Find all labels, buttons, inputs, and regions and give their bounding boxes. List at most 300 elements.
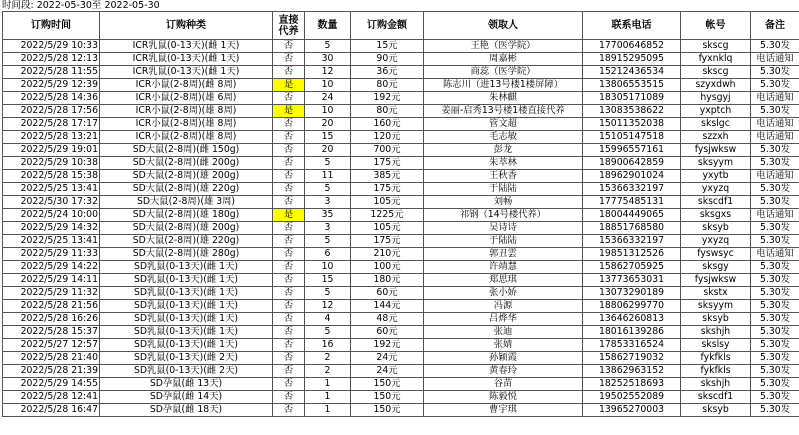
cell-account: sksyym xyxy=(681,300,751,313)
cell-remark: 电话通知 xyxy=(751,53,799,66)
cell-recipient: 王艳（医学院） xyxy=(424,40,583,53)
cell-order-type: SD乳鼠(0-13天)(雌 1天) xyxy=(100,313,273,326)
cell-order-type: SD大鼠(2-8周)(雄 180g) xyxy=(100,209,273,222)
header-recipient: 领取人 xyxy=(424,12,583,40)
cell-amount: 175元 xyxy=(351,235,424,248)
cell-direct-care: 否 xyxy=(273,157,305,170)
cell-direct-care: 否 xyxy=(273,196,305,209)
cell-order-time: 2022/5/30 17:32 xyxy=(3,196,100,209)
cell-account: skscg xyxy=(681,40,751,53)
table-row xyxy=(3,313,799,326)
cell-order-time: 2022/5/28 16:47 xyxy=(3,404,100,417)
cell-amount: 150元 xyxy=(351,378,424,391)
cell-phone: 18252518693 xyxy=(583,378,681,391)
cell-order-time: 2022/5/29 14:32 xyxy=(3,222,100,235)
cell-phone: 18962901024 xyxy=(583,170,681,183)
table-row xyxy=(3,326,799,339)
cell-phone: 13965270003 xyxy=(583,404,681,417)
cell-order-time: 2022/5/28 21:56 xyxy=(3,300,100,313)
header-direct-care: 直接代养 xyxy=(273,12,305,40)
cell-order-type: SD乳鼠(0-13天)(雌 2天) xyxy=(100,352,273,365)
table-row xyxy=(3,287,799,300)
cell-recipient: 吕烨华 xyxy=(424,313,583,326)
cell-quantity: 15 xyxy=(305,274,351,287)
cell-account: fysjwksw xyxy=(681,274,751,287)
cell-phone: 13646260813 xyxy=(583,313,681,326)
cell-direct-care: 否 xyxy=(273,144,305,157)
cell-order-time: 2022/5/28 16:26 xyxy=(3,313,100,326)
cell-phone: 15366332197 xyxy=(583,235,681,248)
cell-account: hysgyj xyxy=(681,92,751,105)
table-body xyxy=(3,40,799,417)
cell-order-time: 2022/5/28 21:40 xyxy=(3,352,100,365)
cell-account: skscdf1 xyxy=(681,391,751,404)
cell-direct-care: 否 xyxy=(273,378,305,391)
table-row xyxy=(3,131,799,144)
cell-recipient: 曹宇琪 xyxy=(424,404,583,417)
cell-phone: 15996557161 xyxy=(583,144,681,157)
cell-amount: 105元 xyxy=(351,222,424,235)
cell-quantity: 24 xyxy=(305,92,351,105)
cell-recipient: 郭丑雲 xyxy=(424,248,583,261)
cell-amount: 150元 xyxy=(351,391,424,404)
cell-quantity: 5 xyxy=(305,235,351,248)
cell-order-type: SD大鼠(2-8周)(雄 220g) xyxy=(100,183,273,196)
cell-order-type: SD孕鼠(雌 13天) xyxy=(100,378,273,391)
cell-quantity: 30 xyxy=(305,53,351,66)
cell-recipient: 于陆陆 xyxy=(424,235,583,248)
cell-phone: 17775485131 xyxy=(583,196,681,209)
cell-recipient: 彭龙 xyxy=(424,144,583,157)
cell-quantity: 4 xyxy=(305,313,351,326)
cell-amount: 160元 xyxy=(351,118,424,131)
cell-recipient: 朱萃林 xyxy=(424,157,583,170)
table-row xyxy=(3,222,799,235)
cell-quantity: 12 xyxy=(305,300,351,313)
cell-account: fykfkls xyxy=(681,365,751,378)
cell-account: fysjwksw xyxy=(681,144,751,157)
cell-amount: 24元 xyxy=(351,352,424,365)
cell-recipient: 许靖慧 xyxy=(424,261,583,274)
cell-order-time: 2022/5/28 21:39 xyxy=(3,365,100,378)
table-row xyxy=(3,170,799,183)
cell-account: fyxnklq xyxy=(681,53,751,66)
cell-quantity: 2 xyxy=(305,352,351,365)
cell-amount: 175元 xyxy=(351,183,424,196)
table-row xyxy=(3,92,799,105)
cell-remark: 5.30发 xyxy=(751,235,799,248)
cell-quantity: 20 xyxy=(305,118,351,131)
cell-account: sksyb xyxy=(681,313,751,326)
cell-remark: 5.30发 xyxy=(751,365,799,378)
table-row xyxy=(3,261,799,274)
cell-order-time: 2022/5/28 12:13 xyxy=(3,53,100,66)
cell-remark: 5.30发 xyxy=(751,404,799,417)
cell-quantity: 10 xyxy=(305,79,351,92)
cell-quantity: 6 xyxy=(305,248,351,261)
table-row xyxy=(3,378,799,391)
cell-direct-care: 否 xyxy=(273,66,305,79)
cell-quantity: 11 xyxy=(305,170,351,183)
cell-phone: 15366332197 xyxy=(583,183,681,196)
orders-table xyxy=(2,11,799,417)
cell-direct-care: 否 xyxy=(273,53,305,66)
cell-account: skstx xyxy=(681,287,751,300)
cell-quantity: 1 xyxy=(305,391,351,404)
cell-order-type: SD乳鼠(0-13天)(雌 1天) xyxy=(100,261,273,274)
cell-phone: 15105147518 xyxy=(583,131,681,144)
cell-phone: 17700646852 xyxy=(583,40,681,53)
table-row xyxy=(3,404,799,417)
cell-order-time: 2022/5/28 15:38 xyxy=(3,170,100,183)
cell-direct-care: 否 xyxy=(273,40,305,53)
cell-phone: 18016139286 xyxy=(583,326,681,339)
cell-remark: 5.30发 xyxy=(751,391,799,404)
cell-remark: 5.30发 xyxy=(751,40,799,53)
table-row xyxy=(3,118,799,131)
cell-recipient: 张迪 xyxy=(424,326,583,339)
cell-phone: 18806299770 xyxy=(583,300,681,313)
cell-phone: 19502552089 xyxy=(583,391,681,404)
table-row xyxy=(3,183,799,196)
cell-order-type: SD大鼠(2-8周)(雌 150g) xyxy=(100,144,273,157)
cell-recipient: 张婧 xyxy=(424,339,583,352)
cell-order-type: ICR小鼠(2-8周)(雄 8周) xyxy=(100,118,273,131)
table-row xyxy=(3,352,799,365)
cell-order-time: 2022/5/29 14:22 xyxy=(3,261,100,274)
cell-order-type: SD乳鼠(0-13天)(雌 2天) xyxy=(100,365,273,378)
table-row xyxy=(3,144,799,157)
cell-phone: 13083538622 xyxy=(583,105,681,118)
cell-remark: 5.30发 xyxy=(751,66,799,79)
cell-order-time: 2022/5/28 13:21 xyxy=(3,131,100,144)
cell-order-time: 2022/5/29 14:55 xyxy=(3,378,100,391)
cell-order-time: 2022/5/29 10:33 xyxy=(3,40,100,53)
cell-account: skshjh xyxy=(681,326,751,339)
cell-direct-care: 否 xyxy=(273,300,305,313)
cell-order-time: 2022/5/28 11:55 xyxy=(3,66,100,79)
cell-account: sksyb xyxy=(681,404,751,417)
table-row xyxy=(3,40,799,53)
cell-remark: 5.30发 xyxy=(751,79,799,92)
cell-order-type: SD孕鼠(雌 14天) xyxy=(100,391,273,404)
cell-phone: 13862963152 xyxy=(583,365,681,378)
cell-order-type: ICR乳鼠(0-13天)(雌 1天) xyxy=(100,66,273,79)
cell-order-type: ICR小鼠(2-8周)(雄 8周) xyxy=(100,131,273,144)
cell-order-time: 2022/5/27 12:57 xyxy=(3,339,100,352)
cell-quantity: 5 xyxy=(305,183,351,196)
cell-direct-care: 否 xyxy=(273,326,305,339)
cell-order-type: SD乳鼠(0-13天)(雌 1天) xyxy=(100,287,273,300)
cell-remark: 5.30发 xyxy=(751,222,799,235)
cell-amount: 80元 xyxy=(351,79,424,92)
cell-amount: 60元 xyxy=(351,326,424,339)
cell-remark: 5.30发 xyxy=(751,196,799,209)
cell-amount: 180元 xyxy=(351,274,424,287)
cell-amount: 192元 xyxy=(351,92,424,105)
cell-direct-care: 否 xyxy=(273,261,305,274)
cell-order-time: 2022/5/29 19:01 xyxy=(3,144,100,157)
cell-order-type: SD乳鼠(0-13天)(雌 1天) xyxy=(100,300,273,313)
cell-remark: 电话通知 xyxy=(751,131,799,144)
cell-recipient: 郑思琪 xyxy=(424,274,583,287)
cell-direct-care: 否 xyxy=(273,274,305,287)
cell-direct-care: 否 xyxy=(273,235,305,248)
cell-quantity: 5 xyxy=(305,157,351,170)
cell-recipient: 管文超 xyxy=(424,118,583,131)
cell-remark: 5.30发 xyxy=(751,339,799,352)
cell-order-time: 2022/5/28 12:41 xyxy=(3,391,100,404)
cell-order-time: 2022/5/29 12:39 xyxy=(3,79,100,92)
cell-account: skslgc xyxy=(681,118,751,131)
cell-direct-care: 否 xyxy=(273,352,305,365)
cell-quantity: 5 xyxy=(305,40,351,53)
cell-recipient: 于陆陆 xyxy=(424,183,583,196)
cell-quantity: 16 xyxy=(305,339,351,352)
cell-account: yxytb xyxy=(681,170,751,183)
cell-direct-care: 是 xyxy=(273,105,305,118)
cell-quantity: 1 xyxy=(305,404,351,417)
cell-account: fyswsyc xyxy=(681,248,751,261)
table-row xyxy=(3,300,799,313)
table-row xyxy=(3,391,799,404)
table-row xyxy=(3,365,799,378)
cell-recipient: 陈志川（进13号楼1楼屏障） xyxy=(424,79,583,92)
period-label: 时间段: 2022-05-30至 2022-05-30 xyxy=(2,0,160,11)
cell-order-time: 2022/5/25 13:41 xyxy=(3,183,100,196)
cell-phone: 15862719032 xyxy=(583,352,681,365)
cell-remark: 电话通知 xyxy=(751,209,799,222)
cell-account: yxyzq xyxy=(681,183,751,196)
table-row xyxy=(3,66,799,79)
cell-account: skscg xyxy=(681,66,751,79)
cell-phone: 19851312526 xyxy=(583,248,681,261)
cell-order-type: SD大鼠(2-8周)(雌 200g) xyxy=(100,157,273,170)
cell-order-type: SD孕鼠(雌 18天) xyxy=(100,404,273,417)
header-account: 帐号 xyxy=(681,12,751,40)
cell-amount: 700元 xyxy=(351,144,424,157)
cell-recipient: 祁钢（14号楼代养） xyxy=(424,209,583,222)
table-row xyxy=(3,235,799,248)
cell-recipient: 冯源 xyxy=(424,300,583,313)
cell-direct-care: 否 xyxy=(273,339,305,352)
cell-direct-care: 是 xyxy=(273,79,305,92)
header-order-time: 订购时间 xyxy=(3,12,100,40)
cell-amount: 100元 xyxy=(351,261,424,274)
cell-recipient: 孙颖霞 xyxy=(424,352,583,365)
cell-direct-care: 是 xyxy=(273,209,305,222)
cell-amount: 144元 xyxy=(351,300,424,313)
cell-direct-care: 否 xyxy=(273,404,305,417)
cell-account: yxyzq xyxy=(681,235,751,248)
cell-remark: 5.30发 xyxy=(751,144,799,157)
cell-order-time: 2022/5/24 10:00 xyxy=(3,209,100,222)
cell-order-type: SD乳鼠(0-13天)(雌 1天) xyxy=(100,274,273,287)
cell-quantity: 35 xyxy=(305,209,351,222)
table-row xyxy=(3,196,799,209)
cell-recipient: 刘畅 xyxy=(424,196,583,209)
cell-quantity: 5 xyxy=(305,326,351,339)
cell-phone: 18305171089 xyxy=(583,92,681,105)
cell-recipient: 黄春玲 xyxy=(424,365,583,378)
cell-quantity: 1 xyxy=(305,378,351,391)
cell-order-type: SD大鼠(2-8周)(雄 200g) xyxy=(100,222,273,235)
cell-quantity: 15 xyxy=(305,131,351,144)
cell-phone: 18915295095 xyxy=(583,53,681,66)
cell-order-time: 2022/5/29 11:33 xyxy=(3,248,100,261)
cell-recipient: 张小娇 xyxy=(424,287,583,300)
cell-remark: 5.30发 xyxy=(751,105,799,118)
cell-order-time: 2022/5/29 11:32 xyxy=(3,287,100,300)
table-row xyxy=(3,248,799,261)
table-header-row xyxy=(3,12,799,40)
cell-order-time: 2022/5/29 14:11 xyxy=(3,274,100,287)
header-quantity: 数量 xyxy=(305,12,351,40)
cell-remark: 5.30发 xyxy=(751,261,799,274)
cell-amount: 24元 xyxy=(351,365,424,378)
cell-quantity: 3 xyxy=(305,196,351,209)
cell-account: szzxh xyxy=(681,131,751,144)
cell-quantity: 5 xyxy=(305,287,351,300)
cell-order-time: 2022/5/28 17:56 xyxy=(3,105,100,118)
table-row xyxy=(3,105,799,118)
cell-quantity: 3 xyxy=(305,222,351,235)
cell-direct-care: 否 xyxy=(273,313,305,326)
cell-direct-care: 否 xyxy=(273,131,305,144)
cell-phone: 17853316524 xyxy=(583,339,681,352)
header-phone: 联系电话 xyxy=(583,12,681,40)
cell-amount: 1225元 xyxy=(351,209,424,222)
cell-direct-care: 否 xyxy=(273,183,305,196)
cell-quantity: 10 xyxy=(305,261,351,274)
cell-recipient: 朱林麒 xyxy=(424,92,583,105)
cell-order-type: SD大鼠(2-8周)(雄 200g) xyxy=(100,170,273,183)
cell-order-type: SD乳鼠(0-13天)(雌 1天) xyxy=(100,339,273,352)
cell-remark: 电话通知 xyxy=(751,170,799,183)
cell-quantity: 20 xyxy=(305,144,351,157)
table-row xyxy=(3,209,799,222)
cell-recipient: 姜丽-启秀13号楼1楼直接代养 xyxy=(424,105,583,118)
table-row xyxy=(3,79,799,92)
cell-direct-care: 否 xyxy=(273,287,305,300)
cell-direct-care: 否 xyxy=(273,248,305,261)
cell-remark: 5.30发 xyxy=(751,326,799,339)
cell-phone: 18004449065 xyxy=(583,209,681,222)
cell-order-type: ICR小鼠(2-8周)(雄 8周) xyxy=(100,105,273,118)
cell-remark: 5.30发 xyxy=(751,183,799,196)
cell-order-time: 2022/5/28 15:37 xyxy=(3,326,100,339)
cell-phone: 18900642859 xyxy=(583,157,681,170)
cell-recipient: 毛志敏 xyxy=(424,131,583,144)
cell-account: fykfkls xyxy=(681,352,751,365)
cell-account: yxptch xyxy=(681,105,751,118)
cell-direct-care: 否 xyxy=(273,222,305,235)
table-row xyxy=(3,274,799,287)
cell-quantity: 12 xyxy=(305,66,351,79)
cell-amount: 105元 xyxy=(351,196,424,209)
cell-amount: 80元 xyxy=(351,105,424,118)
cell-recipient: 吴诗诗 xyxy=(424,222,583,235)
cell-account: szyxdwh xyxy=(681,79,751,92)
cell-amount: 120元 xyxy=(351,131,424,144)
cell-quantity: 2 xyxy=(305,365,351,378)
cell-direct-care: 否 xyxy=(273,170,305,183)
cell-amount: 385元 xyxy=(351,170,424,183)
cell-order-type: ICR小鼠(2-8周)(雌 8周) xyxy=(100,79,273,92)
cell-order-time: 2022/5/25 13:41 xyxy=(3,235,100,248)
table-row xyxy=(3,53,799,66)
cell-order-time: 2022/5/28 17:17 xyxy=(3,118,100,131)
cell-account: sksgy xyxy=(681,261,751,274)
cell-phone: 15011352038 xyxy=(583,118,681,131)
cell-quantity: 10 xyxy=(305,105,351,118)
cell-remark: 5.30发 xyxy=(751,313,799,326)
table-row xyxy=(3,157,799,170)
cell-order-time: 2022/5/29 10:38 xyxy=(3,157,100,170)
cell-account: sksgxs xyxy=(681,209,751,222)
cell-amount: 36元 xyxy=(351,66,424,79)
cell-direct-care: 否 xyxy=(273,92,305,105)
cell-remark: 5.30发 xyxy=(751,157,799,170)
cell-phone: 15862705925 xyxy=(583,261,681,274)
cell-order-type: ICR小鼠(2-8周)(雄 6周) xyxy=(100,92,273,105)
cell-order-time: 2022/5/28 14:36 xyxy=(3,92,100,105)
cell-recipient: 谷苗 xyxy=(424,378,583,391)
cell-account: skslsy xyxy=(681,339,751,352)
cell-phone: 18851768580 xyxy=(583,222,681,235)
cell-account: sksyb xyxy=(681,222,751,235)
cell-account: sksyym xyxy=(681,157,751,170)
cell-amount: 15元 xyxy=(351,40,424,53)
cell-remark: 5.30发 xyxy=(751,352,799,365)
cell-order-type: SD大鼠(2-8周)(雄 280g) xyxy=(100,248,273,261)
cell-direct-care: 否 xyxy=(273,118,305,131)
cell-recipient: 陈毅悦 xyxy=(424,391,583,404)
cell-recipient: 周嘉彬 xyxy=(424,53,583,66)
cell-order-type: ICR乳鼠(0-13天)(雌 1天) xyxy=(100,53,273,66)
cell-amount: 210元 xyxy=(351,248,424,261)
cell-order-type: SD大鼠(2-8周)(雄 220g) xyxy=(100,235,273,248)
cell-remark: 5.30发 xyxy=(751,378,799,391)
cell-remark: 5.30发 xyxy=(751,274,799,287)
cell-account: skshjh xyxy=(681,378,751,391)
cell-amount: 150元 xyxy=(351,404,424,417)
cell-direct-care: 否 xyxy=(273,391,305,404)
cell-order-type: SD乳鼠(0-13天)(雌 1天) xyxy=(100,326,273,339)
cell-recipient: 商蕊（医学院） xyxy=(424,66,583,79)
cell-remark: 5.30发 xyxy=(751,287,799,300)
header-remark: 备注 xyxy=(751,12,799,40)
cell-remark: 电话通知 xyxy=(751,248,799,261)
cell-amount: 192元 xyxy=(351,339,424,352)
cell-order-type: SD大鼠(2-8周)(雄 3周) xyxy=(100,196,273,209)
cell-amount: 48元 xyxy=(351,313,424,326)
cell-phone: 13773653031 xyxy=(583,274,681,287)
cell-phone: 15212436534 xyxy=(583,66,681,79)
header-amount: 订购金额 xyxy=(351,12,424,40)
cell-remark: 电话通知 xyxy=(751,118,799,131)
cell-recipient: 王秋香 xyxy=(424,170,583,183)
table-row xyxy=(3,339,799,352)
cell-amount: 90元 xyxy=(351,53,424,66)
cell-account: skscdf1 xyxy=(681,196,751,209)
cell-direct-care: 否 xyxy=(273,365,305,378)
cell-phone: 13073290189 xyxy=(583,287,681,300)
header-order-type: 订购种类 xyxy=(100,12,273,40)
cell-remark: 5.30发 xyxy=(751,300,799,313)
cell-amount: 175元 xyxy=(351,157,424,170)
cell-remark: 电话通知 xyxy=(751,92,799,105)
